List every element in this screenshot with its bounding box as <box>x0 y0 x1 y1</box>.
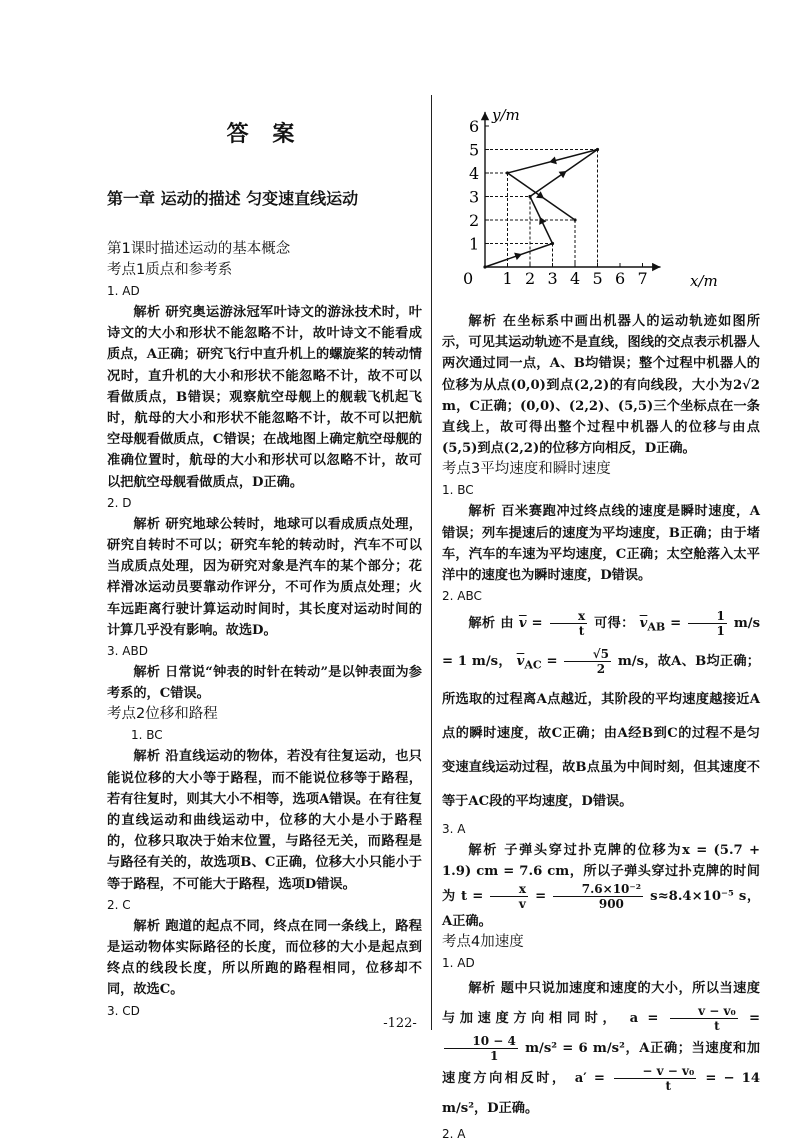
trajectory-point <box>528 195 531 198</box>
num: 10 − 4 <box>444 1034 518 1049</box>
page-number: -122- <box>383 1016 417 1031</box>
answer-3-2: 2. ABC <box>442 589 482 604</box>
text-fragment: m/s² = 6 m/s²，A正确；当速度和加速度方向相反时， <box>442 1041 761 1087</box>
explanation-3-2 <box>442 607 760 818</box>
section-heading-3: 考点3平均速度和瞬时速度 <box>442 461 611 478</box>
formula-eq: = <box>748 1011 761 1027</box>
x-tick-label: 1 <box>502 269 513 288</box>
den: t <box>714 1019 720 1034</box>
lesson-title: 第1课时描述运动的基本概念 <box>107 241 291 257</box>
formula-a: a = <box>629 1011 659 1027</box>
trajectory-point <box>483 265 486 268</box>
den: t <box>665 1079 672 1094</box>
direction-arrow <box>559 171 567 178</box>
explanation-2-2: 解析 跑道的起点不同，终点在同一条线上，路程是运动物体实际路径的长度，而位移的大小是起点到终点的线段长度，所以所跑的路程相同，位移却不同，故选C。 <box>107 918 422 998</box>
formula-eq: = <box>531 616 543 632</box>
text-fragment: s≈8.4×10⁻⁵ s，A正确。 <box>442 888 761 929</box>
fraction-x-t <box>550 609 588 638</box>
section-heading-4: 考点4加速度 <box>442 934 524 951</box>
answer-4-1: 1. AD <box>442 956 475 971</box>
y-tick-label: 1 <box>469 234 480 254</box>
page-title: 答 案 <box>226 121 303 147</box>
formula-t: t = <box>460 888 484 904</box>
num: √5 <box>564 647 611 662</box>
num: x <box>550 609 588 624</box>
den: 2 <box>596 661 606 676</box>
explanation-4-1 <box>442 974 760 1124</box>
answer-2-1: 1. BC <box>131 728 163 743</box>
den: 1 <box>716 624 725 639</box>
text-fragment: 解析 子弹头穿过扑克牌的位移为x = (5.7 + 1.9) cm = 7.6 cm，所以子弹头穿过扑克牌的时间为 <box>442 842 760 904</box>
y-tick-label: 3 <box>469 187 480 207</box>
text-fragment: 解析 由 <box>468 616 514 632</box>
y-tick-label: 5 <box>469 140 480 160</box>
trajectory-point <box>596 148 599 151</box>
column-divider <box>431 95 432 1030</box>
fraction-one <box>688 609 727 638</box>
fraction-neg-v <box>614 1064 696 1093</box>
trajectory-point <box>573 218 576 221</box>
text-fragment: 解析 题中只说加速度和速度的大小，所以当速度与加速度方向相同时， <box>442 981 760 1027</box>
fraction-76 <box>553 882 643 911</box>
text-fragment: = − 14 m/s²，D正确。 <box>442 1071 761 1117</box>
x-tick-label: 3 <box>547 269 558 288</box>
text-fragment: m/s，故A、B均正确；所选取的过程离A点越近，其阶段的平均速度越接近A点的瞬时速度，故C正确；由A经B到C的过程不是匀变速直线运动过程，故B点虽为中间时刻，但其速度不等于AC段的平均速度，D错误。 <box>442 653 760 809</box>
explanation-3-1: 解析 百米赛跑冲过终点线的速度是瞬时速度，A错误；列车提速后的速度为平均速度，B正确；由于堵车，汽车的车速为平均速度，C正确；太空舱落入太平洋中的速度也为瞬时速度，D错误。 <box>442 504 760 584</box>
den: 900 <box>598 896 624 911</box>
explanation-1-1: 解析 研究奥运游泳冠军叶诗文的游泳技术时，叶诗文的大小和形状不能忽略不计，故叶诗文不能看成质点，A正确；研究飞行中直升机上的螺旋桨的转动情况时，直升机的大小和形状不能忽略不计，故不可以看做质点，B错误；观察航空母舰上的舰载飞机起飞时，航母的大小和形状不能忽略不计，故不可以把航空母舰看做质点，C错误；在战地图上确定航空母舰的准确位置时，航母的大小和形状可以忽略不计，故可以把航空母舰看做质点，D正确。 <box>107 305 422 490</box>
answer-3-3: 3. A <box>442 821 466 836</box>
x-tick-label: 6 <box>615 269 626 288</box>
explanation-3-3 <box>442 840 760 933</box>
x-tick-label: 0 <box>463 269 474 288</box>
y-tick-label: 2 <box>469 211 480 230</box>
den: v <box>518 896 526 911</box>
formula-v: $\overline{v}$ <box>518 616 527 632</box>
explanation-1-2: 解析 研究地球公转时，地球可以看成质点处理，研究自转时不可以；研究车轮的转动时，汽车不可以当成质点处理，因为研究对象是汽车的某个部分；花样滑冰运动员要靠动作评分，不可作为质点处理；火车远距离行驶计算运动时间时，其长度对运动时间的计算几乎没有影响。故选D。 <box>107 516 422 638</box>
answer-2-2: 2. C <box>107 897 131 912</box>
num: 7.6×10⁻² <box>553 882 643 897</box>
den: t <box>578 624 585 639</box>
explanation-1-3: 解析 日常说“钟表的时针在转动”是以钟表面为参考系的，C错误。 <box>107 665 422 702</box>
formula-eq: = <box>535 888 547 904</box>
direction-arrow <box>549 156 557 164</box>
formula-a-prime: a′ = <box>574 1071 605 1087</box>
x-tick-label: 5 <box>592 269 603 288</box>
answer-1-3: 3. ABD <box>107 644 148 659</box>
y-axis-label: y/m <box>492 106 520 124</box>
den: 1 <box>489 1049 499 1064</box>
y-tick-label: 6 <box>469 117 480 136</box>
trajectory-chart <box>442 100 760 295</box>
section-heading-1: 考点1质点和参考系 <box>107 262 233 278</box>
section-heading-2: 考点2位移和路程 <box>107 706 218 723</box>
text-fragment: m/s = 1 m/s， <box>442 616 761 669</box>
num: x <box>490 882 528 897</box>
fraction-x-v <box>490 882 528 911</box>
num: 1 <box>688 609 727 624</box>
chapter-title: 第一章 运动的描述 匀变速直线运动 <box>107 189 359 208</box>
trajectory-point <box>506 171 509 174</box>
formula-eq: = <box>670 616 682 632</box>
x-tick-label: 7 <box>637 269 648 288</box>
left-flow <box>107 239 422 1022</box>
formula-v-ab: $\overline{v}$ <box>639 616 648 632</box>
y-tick-label: 4 <box>469 164 480 183</box>
answer-3-1: 1. BC <box>442 483 474 498</box>
answer-2-3: 3. CD <box>107 1003 140 1018</box>
subscript-ac: AC <box>524 658 542 672</box>
fraction-sqrt5 <box>564 647 611 676</box>
x-tick-label: 2 <box>525 269 536 288</box>
text-fragment: 可得： <box>594 616 635 632</box>
answer-1-2: 2. D <box>107 495 132 510</box>
trajectory-point <box>551 242 554 245</box>
explanation-robot: 解析 在坐标系中画出机器人的运动轨迹如图所示，可见其运动轨迹不是直线，图线的交点表示机器人两次通过同一点，A、B均错误；整个过程中机器人的位移为从点(0,0)到点(2,2)的有向线段，大小为2√2 m，C正确；(0,0)、(2,2)、(5,5)三个坐标点在一条直线上，故可得出整个过程中机器人的位移与由点(5,5)到点(2,2)的位移方向相反，D正确。 <box>442 314 760 457</box>
formula-eq: = <box>546 653 558 669</box>
formula-v-ac: $\overline{v}$ <box>516 653 525 669</box>
subscript-ab: AB <box>647 620 666 634</box>
answer-4-2: 2. A <box>442 1127 466 1142</box>
num: v − v₀ <box>670 1004 738 1019</box>
fraction-10-4 <box>444 1034 518 1063</box>
answer-1-1: 1. AD <box>107 284 140 298</box>
explanation-2-1: 解析 沿直线运动的物体，若没有往复运动，也只能说位移的大小等于路程，而不能说位移等于路程，若有往复时，则其大小不相等，选项A错误。在有往复的直线运动和曲线运动中，位移的大小是小于路程的，位移只取决于始末位置，与路径无关，而路程是与路径有关的，故选项B、C正确，位移大小只能小于等于路程，不可能大于路程，选项D错误。 <box>107 749 422 892</box>
num: − v − v₀ <box>614 1064 696 1079</box>
x-axis-label: x/m <box>690 272 718 290</box>
x-tick-label: 4 <box>570 269 581 288</box>
